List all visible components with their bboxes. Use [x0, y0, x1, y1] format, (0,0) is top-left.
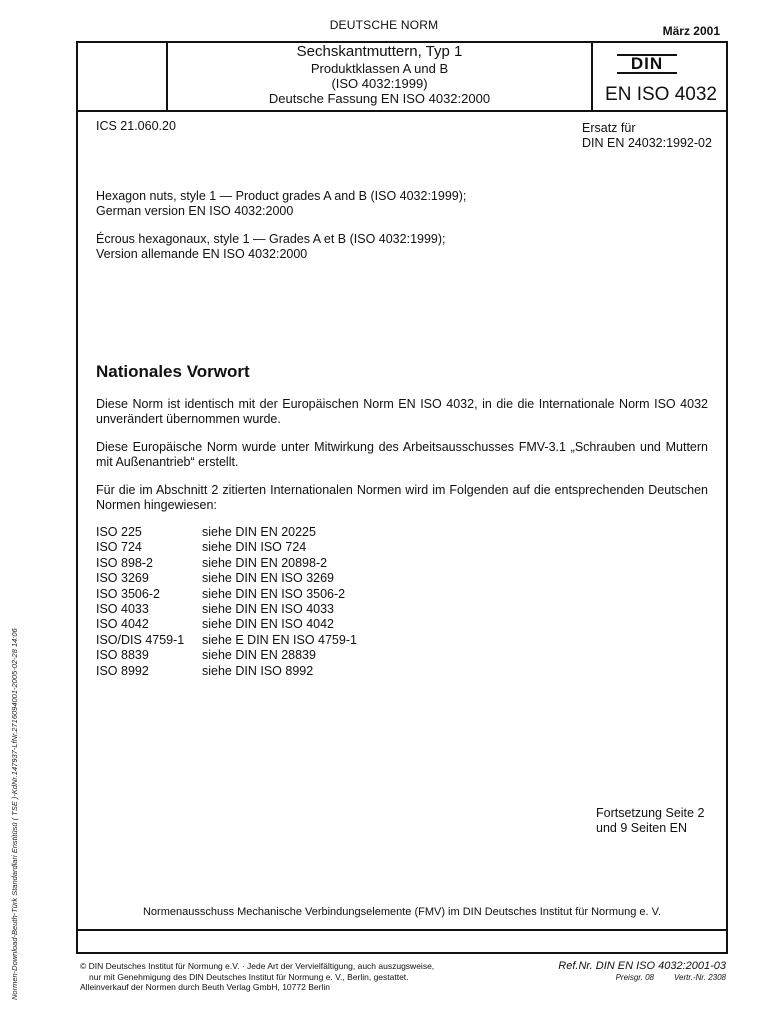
- foreword-paragraph-1: Diese Norm ist identisch mit der Europäischen Norm EN ISO 4032, in die die Internationale Norm ISO 4032 unverändert übernommen wurde.: [96, 397, 708, 426]
- reference-din: siehe DIN ISO 8992: [202, 663, 314, 678]
- title-main: Sechskantmuttern, Typ 1: [296, 43, 463, 60]
- copyright-line-3: Alleinverkauf der Normen durch Beuth Verlag GmbH, 10772 Berlin: [80, 982, 330, 992]
- reference-iso: ISO 4033: [96, 601, 149, 616]
- reference-din: siehe DIN EN ISO 3506-2: [202, 586, 346, 601]
- reference-din: siehe DIN EN ISO 4042: [202, 617, 335, 632]
- reference-iso: ISO 8992: [96, 663, 149, 678]
- reference-row: [96, 525, 357, 540]
- english-title: [96, 189, 466, 219]
- reference-iso: ISO 4042: [96, 617, 149, 632]
- replaces-label: Ersatz für: [582, 121, 636, 135]
- reference-iso: ISO/DIS 4759-1: [96, 632, 185, 647]
- standard-type-label: DEUTSCHE NORM: [329, 18, 439, 32]
- download-watermark: Normen-Download-Beuth-Türk Standardlari Enstitüsü ( TSE )-KdNr.147937-LfNr.2716094001-2005-02-28 14:06: [10, 628, 19, 1000]
- title-block: [168, 43, 591, 106]
- reference-iso: ISO 8839: [96, 648, 149, 663]
- reference-row: [96, 587, 357, 602]
- english-title-line-2: German version EN ISO 4032:2000: [96, 204, 294, 218]
- price-group: Preisgr. 08: [615, 973, 654, 982]
- reference-iso: ISO 3506-2: [96, 586, 160, 601]
- ics-code: ICS 21.060.20: [96, 119, 176, 133]
- reference-din: siehe DIN EN 20898-2: [202, 555, 328, 570]
- continuation-line-2: und 9 Seiten EN: [596, 821, 688, 835]
- reference-iso: ISO 724: [96, 540, 142, 555]
- copyright-notice: [80, 961, 434, 993]
- price-and-sales: [558, 973, 726, 983]
- reference-din: siehe DIN EN ISO 3269: [202, 571, 335, 586]
- reference-din: siehe DIN ISO 724: [202, 540, 307, 555]
- foreword-paragraph-2: Diese Europäische Norm wurde unter Mitwirkung des Arbeitsausschusses FMV-3.1 „Schrauben und Muttern mit Außenantrieb“ erstellt.: [96, 440, 708, 469]
- sales-number: Vertr.-Nr. 2308: [673, 973, 726, 982]
- reference-iso: ISO 225: [96, 525, 142, 539]
- reference-info: [558, 960, 726, 983]
- reference-iso: ISO 898-2: [96, 555, 153, 570]
- reference-din: siehe DIN EN 28839: [202, 648, 316, 663]
- title-line-2: Produktklassen A und B: [310, 61, 449, 76]
- copyright-line-2: nur mit Genehmigung des DIN Deutsches Institut für Normung e. V., Berlin, gestattet.: [89, 971, 409, 982]
- reference-row: [96, 571, 357, 586]
- french-title-line-1: Écrous hexagonaux, style 1 — Grades A et B (ISO 4032:1999);: [96, 232, 446, 246]
- foreword-paragraph-3: Für die im Abschnitt 2 zitierten Internationalen Normen wird im Folgenden auf die entsprechenden Deutschen Normen hingewiesen:: [96, 483, 708, 512]
- reference-row: [96, 648, 357, 663]
- reference-list: [96, 525, 357, 679]
- title-line-3: (ISO 4032:1999): [331, 76, 428, 91]
- reference-row: [96, 602, 357, 617]
- continuation-line-1: Fortsetzung Seite 2: [596, 806, 705, 820]
- french-title-line-2: Version allemande EN ISO 4032:2000: [96, 247, 308, 261]
- title-divider-right: [591, 41, 593, 112]
- reference-din: siehe DIN EN 20225: [202, 525, 316, 539]
- copyright-line-1: © DIN Deutsches Institut für Normung e.V. · Jede Art der Vervielfältigung, auch auszugsweise,: [80, 961, 435, 971]
- reference-din: siehe E DIN EN ISO 4759-1: [202, 632, 357, 647]
- foreword-heading: Nationales Vorwort: [96, 362, 250, 381]
- reference-din: siehe DIN EN ISO 4033: [202, 601, 335, 616]
- reference-row: [96, 664, 357, 679]
- din-logo: DIN: [617, 54, 677, 74]
- reference-iso: ISO 3269: [96, 571, 149, 586]
- reference-row: [96, 617, 357, 632]
- ref-number: Ref.Nr. DIN EN ISO 4032:2001-03: [558, 960, 726, 972]
- replaces-value: DIN EN 24032:1992-02: [582, 136, 712, 150]
- committee-line: Normenausschuss Mechanische Verbindungselemente (FMV) im DIN Deutsches Institut für Normung e. V.: [142, 906, 662, 918]
- reference-row: [96, 556, 357, 571]
- reference-row: [96, 540, 357, 555]
- publication-date: März 2001: [662, 24, 720, 38]
- continuation-note: [596, 806, 704, 836]
- reference-row: [96, 633, 357, 648]
- english-title-line-1: Hexagon nuts, style 1 — Product grades A and B (ISO 4032:1999);: [96, 189, 467, 203]
- bottom-rule: [76, 929, 728, 931]
- standard-number: EN ISO 4032: [605, 84, 717, 105]
- french-title: [96, 232, 446, 262]
- replaces-block: [582, 121, 712, 151]
- title-line-4: Deutsche Fassung EN ISO 4032:2000: [268, 91, 491, 106]
